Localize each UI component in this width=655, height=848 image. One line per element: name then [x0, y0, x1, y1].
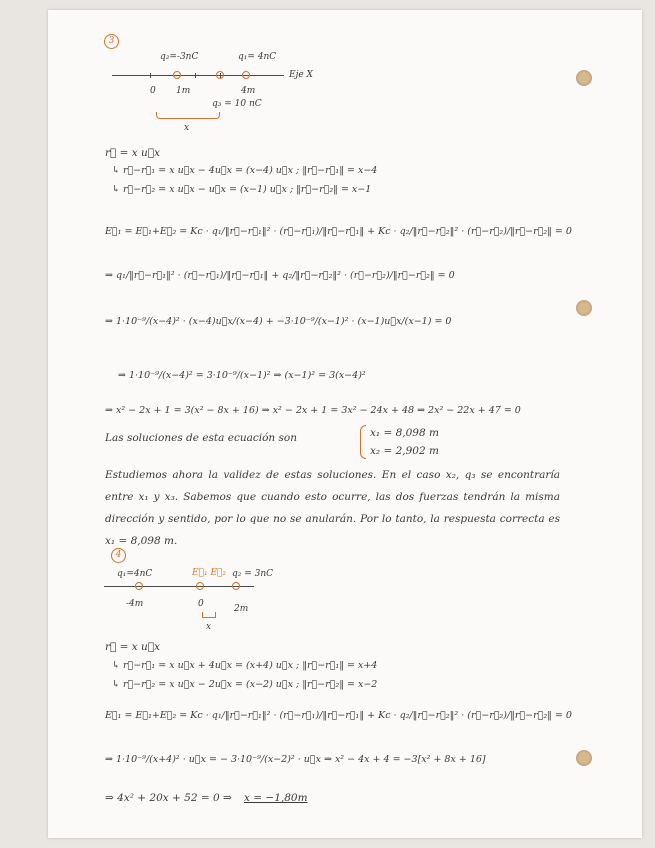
- solution-x2: x₂ = 2,902 m: [370, 445, 439, 457]
- punch-hole-top: [576, 70, 592, 86]
- q3-label: q₃ = 10 nC: [212, 99, 262, 109]
- final-result: x = −1,80m: [244, 792, 308, 804]
- q1-label: q₁= 4nC: [238, 52, 277, 62]
- charge-q2: [173, 71, 181, 79]
- eq4-field-sum: E⃗₁ = E⃗₁+E⃗₂ = Kc · q₁/‖r⃗−r⃗₁‖² · (r⃗−r⃗₁)/‖r⃗−r⃗₁‖ + Kc · q₂/‖r⃗−r⃗₂‖² · (r⃗−r⃗₂)/‖r⃗−r⃗₂‖ = 0: [105, 710, 572, 721]
- punch-hole-middle: [576, 300, 592, 316]
- pos-1m: 1m: [176, 86, 191, 96]
- problem-4-number: 4: [111, 548, 126, 563]
- eq-step-4: ⇒ x² − 2x + 1 = 3(x² − 8x + 16) ⇒ x² − 2x + 1 = 3x² − 24x + 48 ⇒ 2x² − 22x + 47 = 0: [105, 405, 521, 416]
- x-brace: [156, 112, 220, 119]
- pos-0: 0: [150, 86, 156, 96]
- q1-label-4: q₁=4nC: [117, 569, 153, 579]
- eq-step-1: ⇒ q₁/‖r⃗−r⃗₁‖² · (r⃗−r⃗₁)/‖r⃗−r⃗₁‖ + q₂/‖r⃗−r⃗₂‖² · (r⃗−r⃗₂)/‖r⃗−r⃗₂‖ = 0: [105, 270, 455, 281]
- charge-q3: [216, 71, 224, 79]
- eq4-r-minus-r1: ↳ r⃗−r⃗₁ = x u⃗x + 4u⃗x = (x+4) u⃗x ; ‖r⃗−r⃗₁‖ = x+4: [112, 660, 378, 671]
- pos-4m: 4m: [241, 86, 256, 96]
- eq-r-vector: r⃗ = x u⃗x: [105, 147, 161, 159]
- solutions-brace: [360, 425, 366, 459]
- pos-minus-4m: -4m: [126, 599, 144, 609]
- eq4-r-minus-r2: ↳ r⃗−r⃗₂ = x u⃗x − 2u⃗x = (x−2) u⃗x ; ‖r⃗−r⃗₂‖ = x−2: [112, 679, 378, 690]
- pos-0-4: 0: [198, 599, 204, 609]
- eq4-step-2: ⇒ 4x² + 20x + 52 = 0 ⇒: [105, 792, 232, 804]
- eq-field-sum: E⃗₁ = E⃗₁+E⃗₂ = Kc · q₁/‖r⃗−r⃗₁‖² · (r⃗−r⃗₁)/‖r⃗−r⃗₁‖ + Kc · q₂/‖r⃗−r⃗₂‖² · (r⃗−r⃗₂)/‖r⃗−r⃗₂‖ = 0: [105, 226, 572, 237]
- eq-r-minus-r1: ↳ r⃗−r⃗₁ = x u⃗x − 4u⃗x = (x−4) u⃗x ; ‖r⃗−r⃗₁‖ = x−4: [112, 165, 378, 176]
- q2-label-4: q₂ = 3nC: [232, 569, 274, 579]
- eq-r-minus-r2: ↳ r⃗−r⃗₂ = x u⃗x − u⃗x = (x−1) u⃗x ; ‖r⃗−r⃗₂‖ = x−1: [112, 184, 372, 195]
- punch-hole-bottom: [576, 750, 592, 766]
- x-brace-4: [202, 612, 216, 618]
- x-label-4: x: [206, 622, 212, 632]
- x-label-3: x: [184, 123, 190, 133]
- solution-x1: x₁ = 8,098 m: [370, 427, 439, 439]
- eq-step-3: ⇒ 1·10⁻⁹/(x−4)² = 3·10⁻⁹/(x−1)² ⇒ (x−1)² = 3(x−4)²: [118, 370, 366, 381]
- axis-line-3: [112, 75, 284, 76]
- solutions-text: Las soluciones de esta ecuación son: [105, 432, 297, 444]
- axis-label: Eje X: [289, 70, 313, 80]
- q2-label: q₂=-3nC: [160, 52, 199, 62]
- eq4-r-vector: r⃗ = x u⃗x: [105, 641, 161, 653]
- charge-q1-4: [135, 582, 143, 590]
- eq4-step-1: ⇒ 1·10⁻⁹/(x+4)² · u⃗x = − 3·10⁻⁹/(x−2)² · u⃗x ⇒ x² − 4x + 4 = −3[x² + 8x + 16]: [105, 754, 486, 765]
- validity-paragraph: Estudiemos ahora la validez de estas soluciones. En el caso x₂, q₃ se encontraría entre x₁ y x₃. Sabemos que cuando esto ocurre, las dos fuerzas tendrán la misma dirección y sentido, por lo que no se anularán. Por lo tanto, la respuesta correcta es x₁ = 8,098 m.: [105, 469, 560, 547]
- charge-q1: [242, 71, 250, 79]
- eq-step-2: ⇒ 1·10⁻⁹/(x−4)² · (x−4)u⃗x/(x−4) + −3·10⁻⁹/(x−1)² · (x−1)u⃗x/(x−1) = 0: [105, 316, 452, 327]
- problem-3-number: 3: [104, 34, 119, 49]
- fields-label: E⃗₁ E⃗₂: [192, 568, 227, 578]
- pos-2m: 2m: [234, 604, 249, 614]
- charge-origin-4: [196, 582, 204, 590]
- charge-q2-4: [232, 582, 240, 590]
